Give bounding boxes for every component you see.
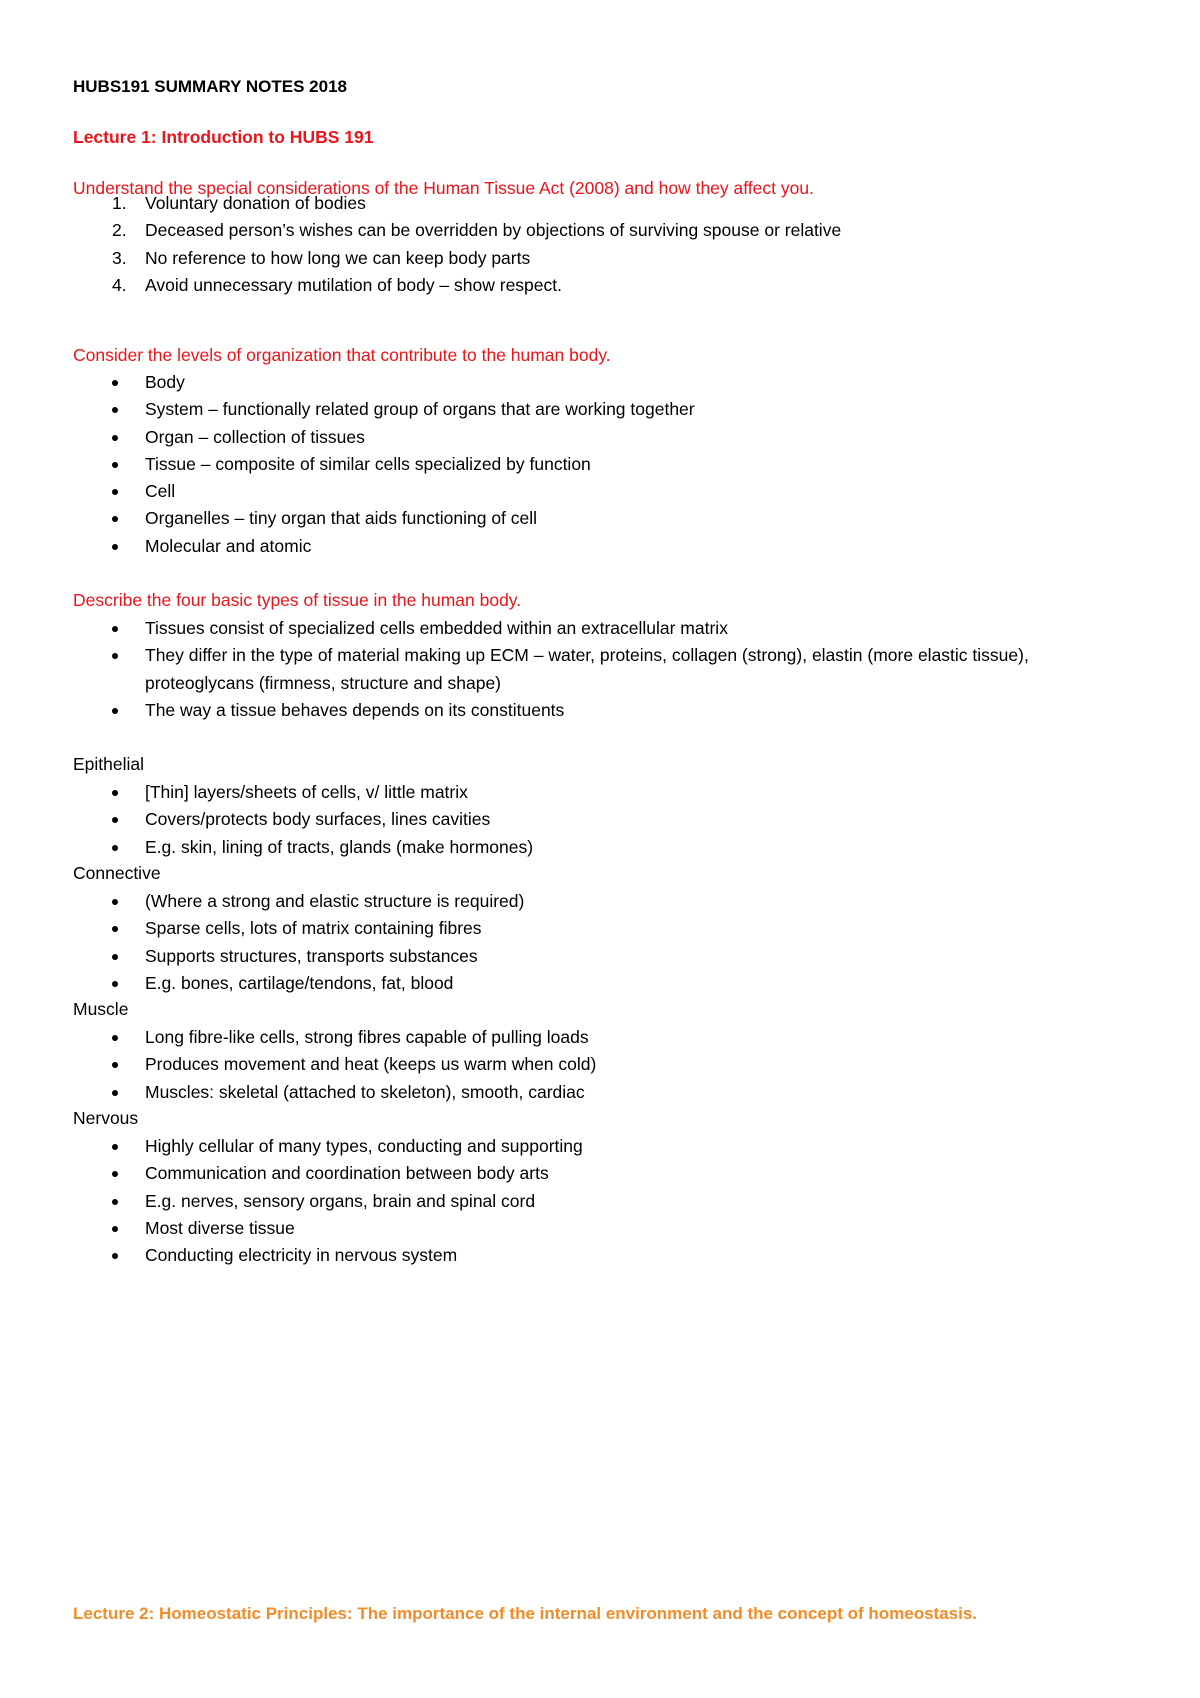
list-item-text: Organ – collection of tissues xyxy=(145,426,365,447)
list-number: 3. xyxy=(112,247,127,268)
list-item-text: (Where a strong and elastic structure is required) xyxy=(145,891,525,911)
document-title: HUBS191 SUMMARY NOTES 2018 xyxy=(73,77,347,96)
bullet-icon xyxy=(112,1035,118,1041)
list-item-text: The way a tissue behaves depends on its constituents xyxy=(145,699,565,720)
list-item-text: Body xyxy=(145,372,185,392)
list-number: 1. xyxy=(112,193,127,213)
list-item-text: [Thin] layers/sheets of cells, v/ little matrix xyxy=(145,782,468,802)
list-item xyxy=(0,806,1200,833)
bullet-icon xyxy=(112,1226,118,1232)
list-item-text: They differ in the type of material making up ECM – water, proteins, collagen (strong), elastin (more elastic tissue), proteoglycans (firmness, structure and shape) xyxy=(145,645,1029,693)
list-number: 4. xyxy=(112,274,127,295)
epithelial-heading: Epithelial xyxy=(73,754,145,774)
section2-question: Consider the levels of organization that contribute to the human body. xyxy=(73,345,611,365)
list-item-text: Muscles: skeletal (attached to skeleton), smooth, cardiac xyxy=(145,1081,585,1102)
list-item xyxy=(0,451,1200,478)
list-item-text: Molecular and atomic xyxy=(145,535,312,556)
connective-list xyxy=(0,888,1200,997)
list-item xyxy=(0,478,1200,505)
nervous-list xyxy=(0,1133,1200,1269)
list-item xyxy=(0,1242,1200,1269)
list-item xyxy=(0,533,1200,560)
list-item xyxy=(0,190,1200,217)
list-item xyxy=(0,272,1200,299)
bullet-icon xyxy=(112,899,118,905)
bullet-icon xyxy=(112,708,118,714)
epithelial-list xyxy=(0,779,1200,861)
bullet-icon xyxy=(112,1062,118,1068)
bullet-icon xyxy=(112,845,118,851)
muscle-list xyxy=(0,1024,1200,1106)
list-item-text: No reference to how long we can keep body parts xyxy=(145,247,531,268)
list-item xyxy=(0,642,1200,697)
bullet-icon xyxy=(112,981,118,987)
bullet-icon xyxy=(112,407,118,413)
list-item-text: System – functionally related group of organs that are working together xyxy=(145,399,695,420)
bullet-icon xyxy=(112,489,118,495)
list-item xyxy=(0,615,1200,642)
bullet-icon xyxy=(112,1171,118,1177)
list-item xyxy=(0,697,1200,724)
lecture1-heading: Lecture 1: Introduction to HUBS 191 xyxy=(73,127,374,147)
list-item xyxy=(0,1188,1200,1215)
tissue-types-overview-list xyxy=(0,615,1200,724)
list-item xyxy=(0,1133,1200,1160)
list-item-text: Produces movement and heat (keeps us warm when cold) xyxy=(145,1054,597,1075)
section1-question: Understand the special considerations of the Human Tissue Act (2008) and how they affect you. xyxy=(73,178,814,198)
connective-heading: Connective xyxy=(73,863,161,883)
list-item xyxy=(0,943,1200,970)
list-item-text: Organelles – tiny organ that aids functioning of cell xyxy=(145,508,538,529)
list-item xyxy=(0,888,1200,915)
list-item-text: Voluntary donation of bodies xyxy=(145,193,366,213)
list-item-text: Communication and coordination between body arts xyxy=(145,1163,549,1184)
human-tissue-act-list xyxy=(0,190,1200,299)
list-item-text: Tissues consist of specialized cells embedded within an extracellular matrix xyxy=(145,618,728,638)
bullet-icon xyxy=(112,1090,118,1096)
list-item-text: Long fibre-like cells, strong fibres capable of pulling loads xyxy=(145,1027,589,1047)
list-item xyxy=(0,1215,1200,1242)
list-item-text: Avoid unnecessary mutilation of body – show respect. xyxy=(145,274,562,295)
bullet-icon xyxy=(112,926,118,932)
list-item xyxy=(0,834,1200,861)
list-item-text: Cell xyxy=(145,481,176,502)
bullet-icon xyxy=(112,790,118,796)
list-item xyxy=(0,369,1200,396)
list-item xyxy=(0,1024,1200,1051)
list-item-text: E.g. nerves, sensory organs, brain and spinal cord xyxy=(145,1190,536,1211)
bullet-icon xyxy=(112,1144,118,1150)
bullet-icon xyxy=(112,516,118,522)
list-item-text: Covers/protects body surfaces, lines cavities xyxy=(145,809,491,830)
list-item xyxy=(0,245,1200,272)
bullet-icon xyxy=(112,817,118,823)
list-item-text: Most diverse tissue xyxy=(145,1217,295,1238)
bullet-icon xyxy=(112,1199,118,1205)
bullet-icon xyxy=(112,544,118,550)
bullet-icon xyxy=(112,626,118,632)
list-item xyxy=(0,1051,1200,1078)
list-item xyxy=(0,424,1200,451)
list-item xyxy=(0,217,1200,244)
list-item xyxy=(0,396,1200,423)
list-item-text: Supports structures, transports substances xyxy=(145,945,478,966)
nervous-heading: Nervous xyxy=(73,1108,139,1128)
bullet-icon xyxy=(112,653,118,659)
list-item-text: Sparse cells, lots of matrix containing fibres xyxy=(145,918,482,939)
list-item-text: Deceased person’s wishes can be overridden by objections of surviving spouse or relative xyxy=(145,220,842,241)
bullet-icon xyxy=(112,954,118,960)
list-item-text: E.g. bones, cartilage/tendons, fat, blood xyxy=(145,972,454,993)
list-item-text: Highly cellular of many types, conducting and supporting xyxy=(145,1136,583,1156)
list-item xyxy=(0,915,1200,942)
list-item-text: Tissue – composite of similar cells specialized by function xyxy=(145,453,591,474)
list-item xyxy=(0,505,1200,532)
list-item-text: Conducting electricity in nervous system xyxy=(145,1245,458,1266)
lecture2-heading: Lecture 2: Homeostatic Principles: The importance of the internal environment and the concept of homeostasis. xyxy=(73,1604,978,1623)
muscle-heading: Muscle xyxy=(73,999,129,1019)
bullet-icon xyxy=(112,1253,118,1259)
list-item xyxy=(0,1079,1200,1106)
list-number: 2. xyxy=(112,220,127,241)
section3-question: Describe the four basic types of tissue in the human body. xyxy=(73,590,522,610)
list-item xyxy=(0,1160,1200,1187)
bullet-icon xyxy=(112,380,118,386)
bullet-icon xyxy=(112,435,118,441)
list-item xyxy=(0,970,1200,997)
list-item xyxy=(0,779,1200,806)
list-item-text: E.g. skin, lining of tracts, glands (make hormones) xyxy=(145,836,534,857)
levels-of-organization-list xyxy=(0,369,1200,560)
bullet-icon xyxy=(112,462,118,468)
